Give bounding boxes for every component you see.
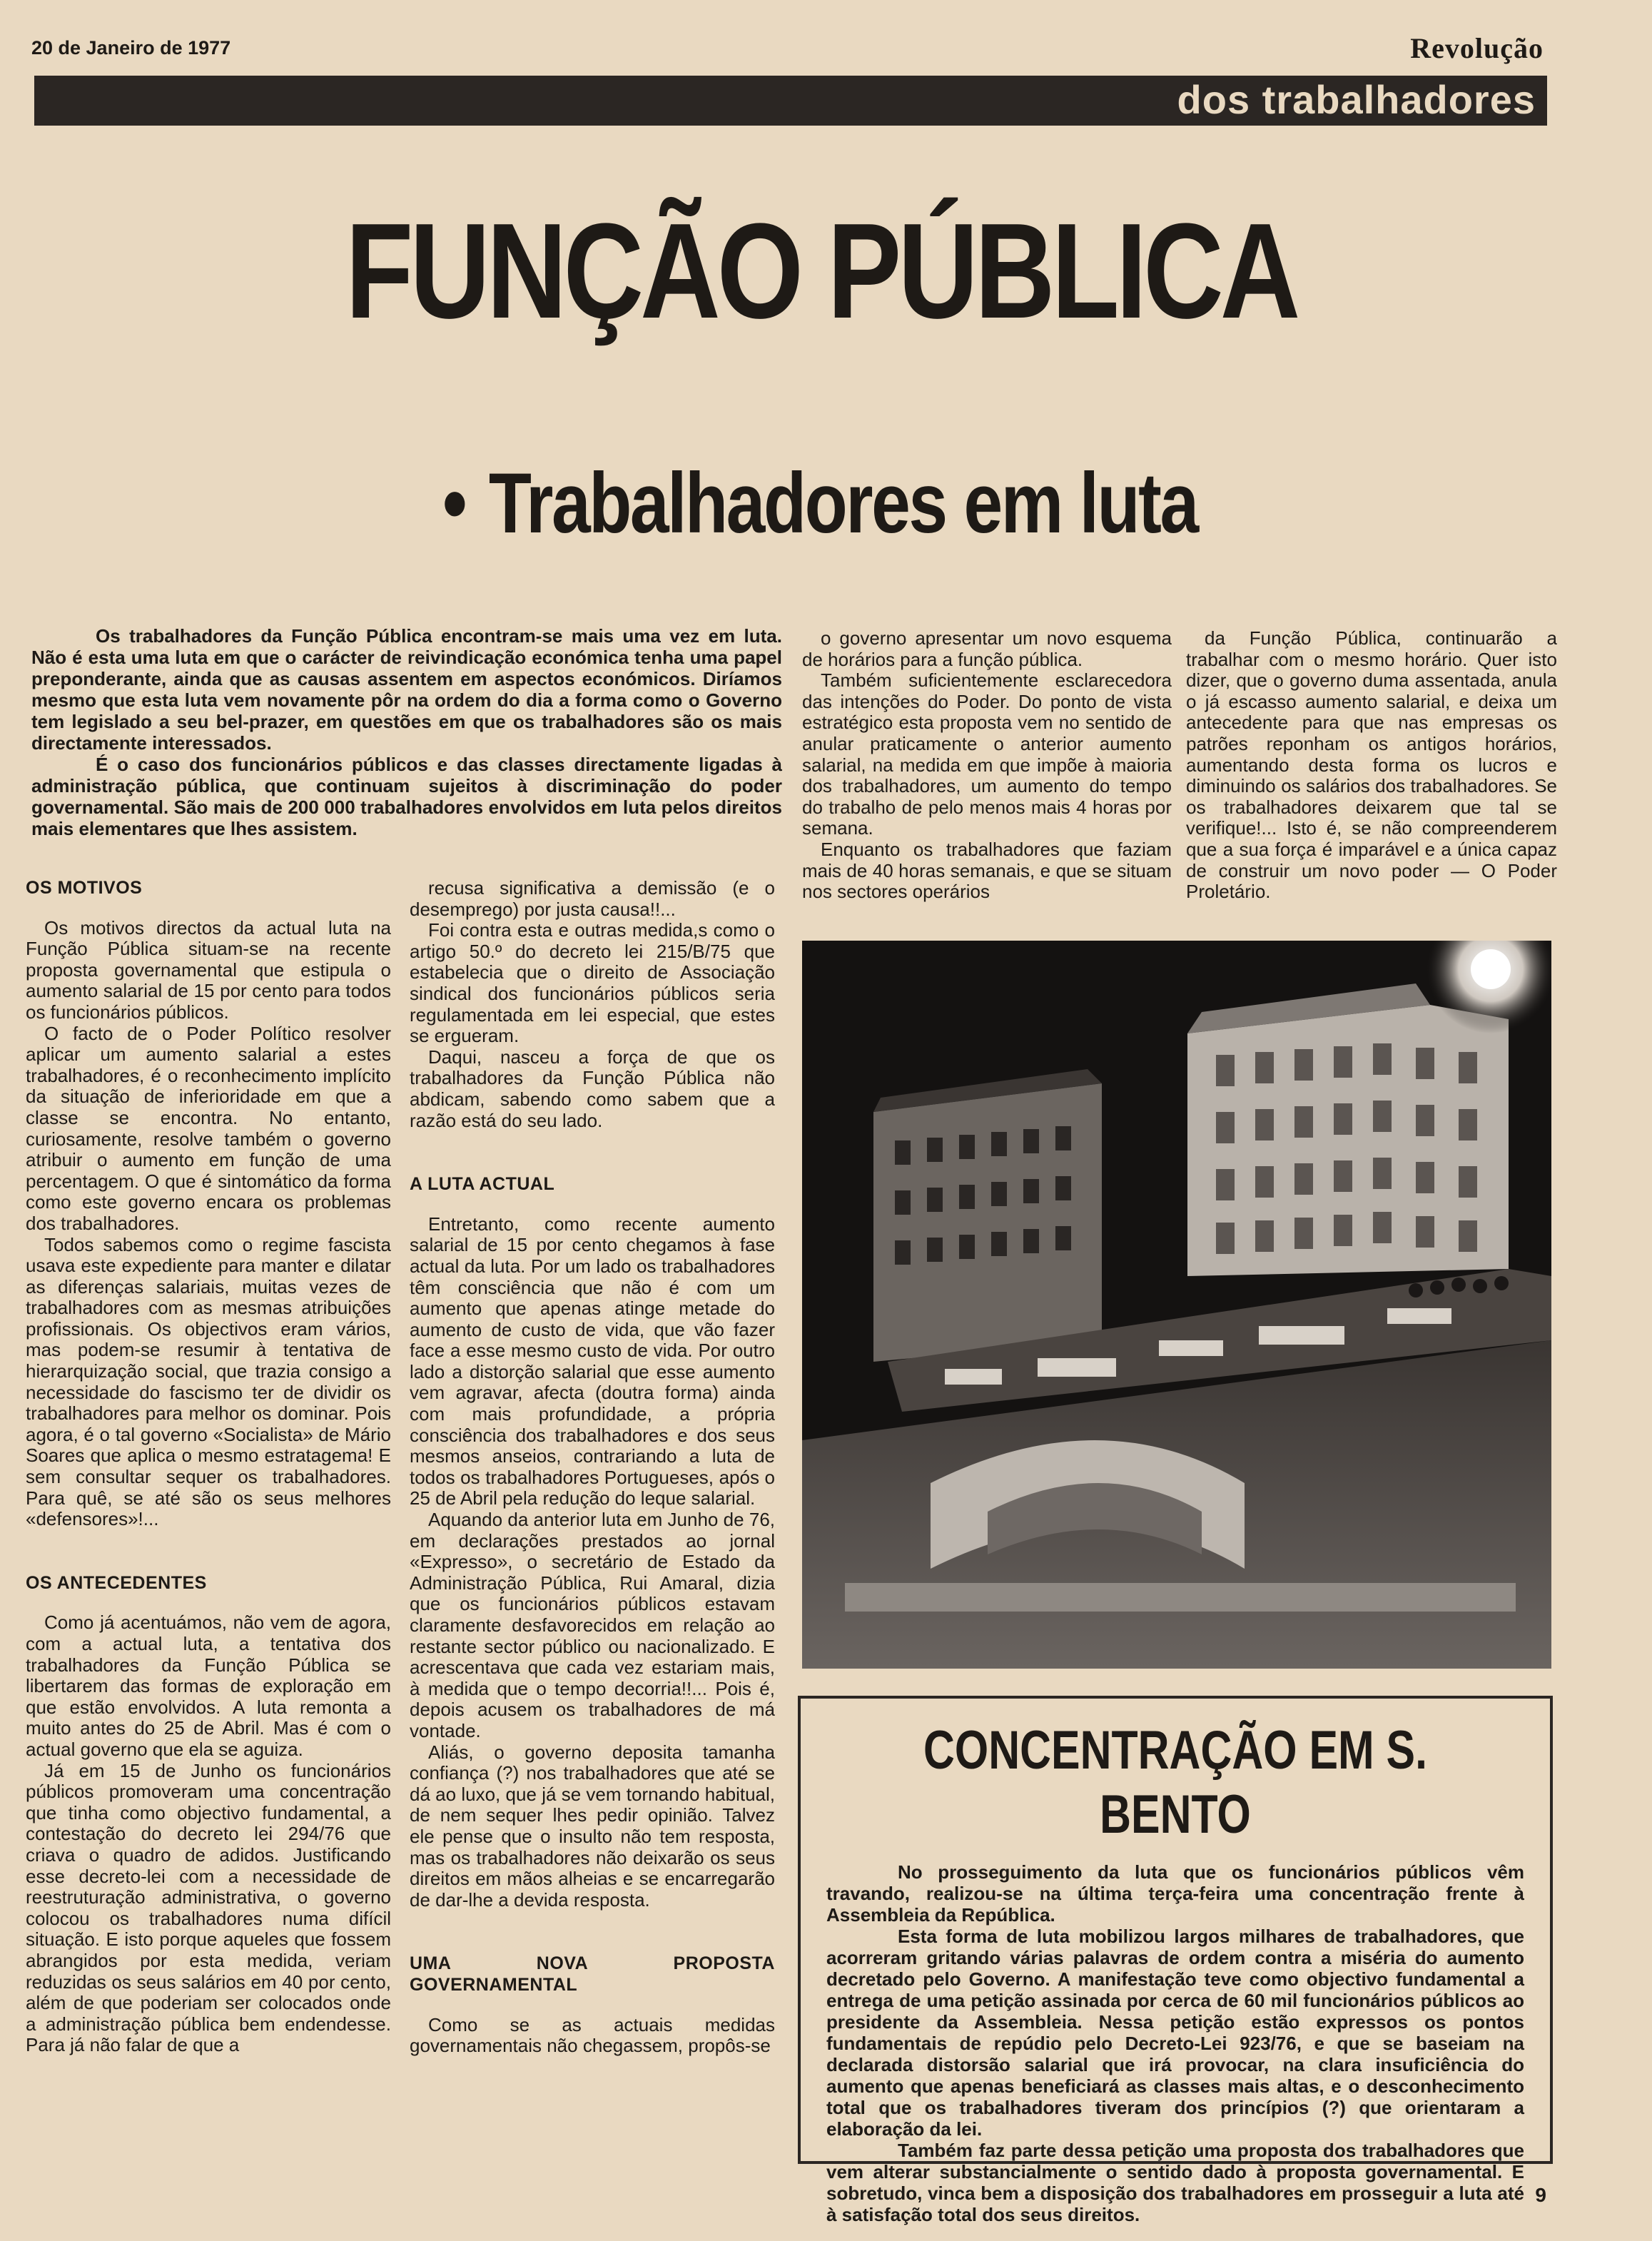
paragraph: Também faz parte dessa petição uma proposta dos trabalhadores que vem alterar substancialmente o sentido dado à proposta governamental. E sobretudo, vinca bem a disposição dos trabalhadores em prosseguir a luta até à satisfação total dos seus direitos.	[826, 2140, 1524, 2225]
article-column-3	[802, 628, 1172, 903]
intro-paragraph: É o caso dos funcionários públicos e das classes directamente ligadas à administração pública, que continuam sujeitos à discriminação do poder governamental. São mais de 200 000 trabalhadores envolvidos em luta pelos direitos mais elementares que lhes assistem.	[31, 754, 782, 839]
photo-night-demonstration	[802, 941, 1551, 1669]
paragraph: Daqui, nasceu a força de que os trabalhadores da Função Pública não abdicam, sabendo como sabem que a razão está do seu lado.	[410, 1046, 775, 1131]
paragraph: Foi contra esta e outras medida,s como o artigo 50.º do decreto lei 215/B/75 que estabelecia que o direito de Associação sindical dos funcionários públicos seria regulamentada em lei especial, que estes se ergueram.	[410, 919, 775, 1047]
box-body	[826, 1861, 1524, 2225]
paragraph: Entretanto, como recente aumento salarial de 15 por cento chegamos à fase actual da luta. Por um lado os trabalhadores têm consciência que não é com um aumento que apenas atinge metade do aumento de custo de vida, que vão fazer face a esse mesmo custo de vida. Por outro lado a distorção salarial que esse aumento vem agravar, afecta (doutra forma) ainda com mais profundidade, a própria consciência dos trabalhadores e dos seus mesmos anseios, contrariando a luta de todos os trabalhadores Portugueses, após o 25 de Abril pela redução do leque salarial.	[410, 1213, 775, 1509]
paragraph: Os motivos directos da actual luta na Função Pública situam-se na recente proposta governamental que estipula o aumento salarial de 15 por cento para todos os funcionários públicos.	[26, 916, 391, 1023]
intro-paragraph: Os trabalhadores da Função Pública encontram-se mais uma vez em luta. Não é esta uma luta em que o carácter de reivindicação económica tenha uma papel preponderante, ainda que as causas assentem em aspectos económicos. Diríamos mesmo que esta luta vem novamente pôr na ordem do dia a forma como o Governo tem legislado a seu bel-prazer, em questões em que os trabalhadores são os mais directamente interessados.	[31, 625, 782, 754]
photo-illustration	[802, 941, 1551, 1669]
section-heading-antecedentes: OS ANTECEDENTES	[26, 1572, 207, 1593]
newspaper-subtitle: dos trabalhadores	[1177, 77, 1536, 122]
paragraph: O facto de o Poder Político resolver aplicar um aumento salarial a estes trabalhadores, é o reconhecimento implícito da situação de inferioridade em que a classe se encontra. No entanto, curiosamente, resolve também o governo atribuir o aumento em função de uma percentagem. O que é sintomático da forma como este governo encara os problemas dos trabalhadores.	[26, 1022, 391, 1234]
paragraph: Aliás, o governo deposita tamanha confiança (?) nos trabalhadores que até se dá ao luxo, que já se vem tornando habitual, de nem sequer lhes pedir opinião. Talvez ele pense que o insulto não tem resposta, mas os trabalhadores não deixarão os seus direitos em mãos alheias e se encarregarão de dar-lhe a devida resposta.	[410, 1741, 775, 1911]
article-column-1	[26, 878, 391, 2056]
paragraph: o governo apresentar um novo esquema de horários para a função pública.	[802, 627, 1172, 670]
bullet-icon: •	[442, 455, 466, 551]
paragraph: Enquanto os trabalhadores que faziam mais de 40 horas semanais, e que se situam nos sectores operários	[802, 838, 1172, 903]
masthead-band	[34, 76, 1547, 126]
headline: FUNÇÃO PÚBLICA	[345, 196, 1297, 347]
paragraph: Aquando da anterior luta em Junho de 76, em declarações prestados ao jornal «Expresso», o secretário de Estado da Administração Pública, Rui Amaral, dizia que os funcionários públicos estavam claramente desfavorecidos em relação ao restante sector público ou nacionalizado. E acrescentava que cada vez estariam mais, à medida que o tempo decorria!!... Pois é, depois acusem os trabalhadores de má vontade.	[410, 1509, 775, 1741]
paragraph: Como se as actuais medidas governamentais não chegassem, propôs-se	[410, 2013, 775, 2057]
box-title: CONCENTRAÇÃO EM S. BENTO	[923, 1720, 1427, 1845]
newspaper-name: Revolução	[1410, 32, 1544, 64]
paragraph: da Função Pública, continuarão a trabalhar com o mesmo horário. Quer isto dizer, que o governo duma assentada, anula o já escasso aumento salarial, e deixa um antecedente para que nas empresas os patrões reponham os antigos horários, aumentando desta forma os lucros e diminuindo os salários dos trabalhadores. Se os trabalhadores deixarem que tal se verifique!... Isto é, se não compreenderem que a sua força é imparável e a única capaz de construir um novo poder — O Poder Proletário.	[1186, 627, 1557, 903]
page-number: 9	[1535, 2184, 1546, 2206]
article-column-2	[410, 878, 775, 2057]
paragraph: Esta forma de luta mobilizou largos milhares de trabalhadores, que acorreram gritando várias palavras de ordem contra a miséria do aumento decretado pelo Governo. A manifestação teve como objectivo fundamental a entrega de uma petição assinada por cerca de 60 mil funcionários públicos ao presidente da Assembleia. Nessa petição estão expressos os pontos fundamentais de repúdio pelo Decreto-Lei 923/76, e que se baseiam na declarada distorsão salarial que irá provocar, na clara insuficiência do aumento que apenas beneficiará as classes mais altas, e o desconhecimento total que os trabalhadores tiveram dos princípios (?) que orientaram a elaboração da lei.	[826, 1926, 1524, 2140]
section-heading-nova-proposta: UMA NOVA PROPOSTA GOVERNAMENTAL	[410, 1953, 775, 1995]
paragraph: Também suficientemente esclarecedora das intenções do Poder. Do ponto de vista estratégico esta proposta vem no sentido de anular praticamente o anterior aumento salarial, na medida em que impõe à maioria dos trabalhadores, um aumento do tempo do trabalho de pelo menos mais 4 horas por semana.	[802, 669, 1172, 839]
paragraph: Como já acentuámos, não vem de agora, com a actual luta, a tentativa dos trabalhadores da Função Pública se libertarem das formas de exploração em que estão envolvidos. A luta remonta a muito antes do 25 de Abril. Mas é com o actual governo que ela se aguiza.	[26, 1612, 391, 1760]
paragraph: Todos sabemos como o regime fascista usava este expediente para manter e dilatar as diferenças salariais, muitas vezes de trabalhadores com as mesmas atribuições profissionais. Os objectivos eram vários, mas podem-se resumir à tentativa de hierarquização social, que trazia consigo a necessidade do fascismo ter de dividir os trabalhadores para melhor os dominar. Pois agora, é o tal governo «Socialista» de Mário Soares que aplica o mesmo estratagema! E sem consultar sequer os trabalhadores. Para quê, se até são os seus melhores «defensores»!...	[26, 1233, 391, 1530]
article-column-4	[1186, 628, 1557, 903]
section-heading-luta-actual: A LUTA ACTUAL	[410, 1174, 555, 1195]
issue-date: 20 de Janeiro de 1977	[31, 37, 231, 59]
paragraph: No prosseguimento da luta que os funcionários públicos vêm travando, realizou-se na última terça-feira uma concentração frente à Assembleia da República.	[826, 1861, 1524, 1926]
subheadline	[143, 457, 1497, 550]
subheadline-text: Trabalhadores em luta	[488, 455, 1197, 551]
sidebar-box-concentracao	[798, 1696, 1553, 2225]
paragraph: Já em 15 de Junho os funcionários públicos promoveram uma concentração que tinha como objectivo fundamental, a contestação do decreto lei 294/76 que criava o quadro de adidos. Justificando esse decreto-lei com a necessidade de reestruturação administrativa, o governo colocou os trabalhadores numa difícil situação. E isto porque aqueles que fossem abrangidos por esta medida, veriam reduzidas os seus salários em 40 por cento, além de que poderiam ser colocados onde a administração pública bem endendesse. Para já não falar de que a	[26, 1759, 391, 2056]
intro-lede	[31, 625, 782, 839]
paragraph: recusa significativa a demissão (e o desemprego) por justa causa!!...	[410, 877, 775, 920]
section-heading-motivos: OS MOTIVOS	[26, 878, 143, 898]
